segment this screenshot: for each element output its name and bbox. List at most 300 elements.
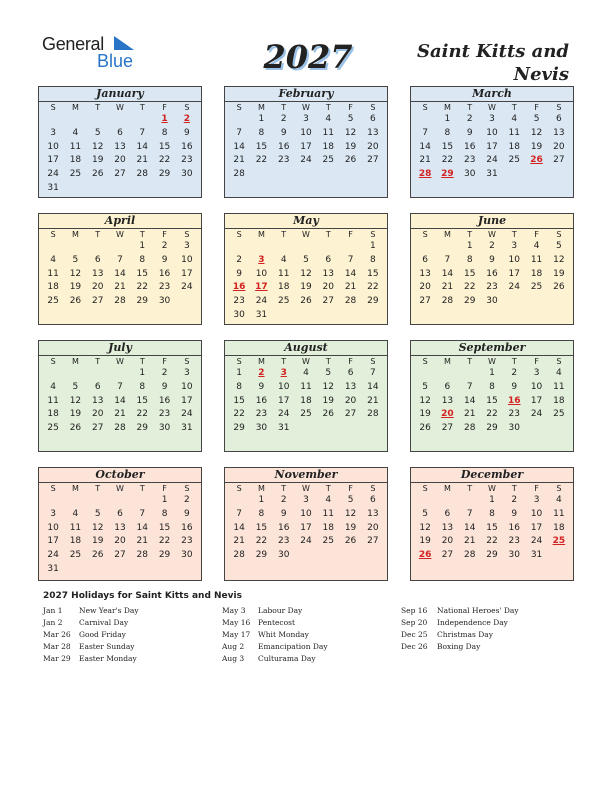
- day-cell: 3: [50, 127, 56, 138]
- day-cell: 20: [114, 155, 126, 166]
- day-cell: 25: [508, 155, 520, 166]
- day-cell: 3: [183, 368, 190, 378]
- day-cell: 6: [117, 127, 123, 138]
- weekday-header: T: [511, 484, 517, 493]
- day-cell: 22: [463, 282, 476, 293]
- day-cell: 9: [511, 381, 518, 392]
- holiday-row: [43, 653, 139, 665]
- weekday-header: S: [556, 484, 562, 493]
- day-cell: 14: [441, 268, 454, 279]
- weekday-header: F: [348, 103, 353, 112]
- day-cell: 24: [181, 409, 193, 420]
- day-cell: 13: [367, 127, 379, 138]
- weekday-header: M: [71, 484, 79, 493]
- weekday-header: F: [534, 230, 539, 239]
- day-cell: 12: [69, 268, 82, 279]
- day-cell: 4: [72, 127, 79, 138]
- day-cell: 12: [553, 254, 565, 265]
- day-cell: 13: [344, 381, 357, 392]
- day-cell: 29: [463, 296, 476, 307]
- day-cell: 8: [444, 127, 451, 138]
- day-cell: 13: [322, 268, 334, 279]
- weekday-header: S: [236, 103, 242, 112]
- holiday-day-cell: 25: [552, 536, 566, 547]
- weekday-header: F: [534, 357, 539, 366]
- weekday-header: S: [556, 103, 562, 112]
- day-cell: 6: [347, 368, 354, 378]
- day-cell: 21: [233, 536, 245, 547]
- day-cell: 5: [533, 114, 540, 124]
- day-cell: 1: [369, 241, 376, 251]
- day-cell: 10: [47, 522, 59, 533]
- month-february: [224, 86, 388, 198]
- day-cell: 18: [47, 282, 59, 293]
- day-cell: 19: [553, 268, 565, 279]
- day-cell: 15: [158, 522, 171, 533]
- day-cell: 28: [463, 423, 476, 434]
- day-cell: 7: [422, 127, 428, 138]
- day-cell: 22: [136, 282, 148, 293]
- day-cell: 18: [300, 395, 312, 406]
- holiday-day-cell: 17: [255, 282, 268, 293]
- holiday-date: Sep 20: [401, 618, 428, 627]
- day-cell: 13: [441, 522, 454, 533]
- weekday-header: M: [443, 230, 451, 239]
- weekday-header: M: [71, 103, 79, 112]
- day-cell: 14: [136, 522, 148, 533]
- holiday-day-cell: 26: [530, 155, 543, 166]
- weekday-header: F: [162, 484, 167, 493]
- day-cell: 1: [139, 241, 146, 251]
- day-cell: 17: [277, 395, 290, 406]
- day-cell: 9: [161, 381, 168, 392]
- day-cell: 18: [69, 155, 82, 166]
- weekday-header: W: [488, 230, 496, 239]
- weekday-header: S: [184, 103, 190, 112]
- day-cell: 1: [444, 114, 451, 124]
- day-cell: 26: [69, 296, 82, 307]
- holiday-name: Good Friday: [79, 630, 126, 639]
- day-cell: 25: [300, 409, 312, 420]
- day-cell: 30: [277, 550, 290, 561]
- day-cell: 18: [322, 141, 334, 152]
- month-title: May: [225, 214, 387, 229]
- weekday-header: M: [71, 357, 79, 366]
- empty-cell: [414, 494, 436, 508]
- day-cell: 16: [181, 522, 193, 533]
- day-cell: 17: [300, 522, 312, 533]
- day-cell: 25: [553, 409, 565, 420]
- day-cell: 14: [463, 395, 476, 406]
- empty-cell: [459, 367, 481, 381]
- day-cell: 26: [419, 423, 431, 434]
- day-cell: 30: [255, 423, 268, 434]
- day-cell: 27: [91, 296, 104, 307]
- header: [0, 0, 612, 85]
- day-cell: 16: [463, 141, 476, 152]
- day-cell: 2: [183, 495, 190, 505]
- day-cell: 23: [233, 296, 245, 307]
- day-cell: 26: [322, 409, 334, 420]
- weekday-header: T: [139, 230, 145, 239]
- day-cell: 17: [486, 141, 498, 152]
- day-cell: 28: [114, 296, 126, 307]
- day-cell: 7: [117, 381, 123, 392]
- weekday-header: F: [162, 230, 167, 239]
- day-cell: 27: [441, 550, 454, 561]
- day-cell: 20: [419, 282, 431, 293]
- day-cell: 14: [367, 381, 379, 392]
- day-cell: 2: [280, 495, 287, 505]
- holiday-date: Mar 26: [43, 630, 71, 639]
- holiday-date: Aug 2: [222, 642, 245, 651]
- day-cell: 5: [72, 381, 79, 392]
- day-cell: 10: [300, 508, 312, 519]
- weekday-header: W: [488, 484, 496, 493]
- weekday-header: M: [443, 484, 451, 493]
- day-cell: 25: [69, 550, 82, 561]
- holiday-day-cell: 3: [258, 254, 265, 265]
- day-cell: 16: [277, 522, 290, 533]
- holiday-day-cell: 3: [280, 368, 287, 378]
- day-cell: 7: [444, 254, 451, 265]
- day-cell: 3: [533, 368, 540, 378]
- day-cell: 28: [136, 169, 148, 180]
- weekday-header: M: [443, 103, 451, 112]
- day-cell: 26: [69, 423, 82, 434]
- logo: [42, 34, 142, 74]
- weekday-header: M: [71, 230, 79, 239]
- day-cell: 11: [300, 381, 312, 392]
- day-cell: 12: [530, 127, 543, 138]
- day-cell: 4: [511, 114, 518, 124]
- day-cell: 23: [463, 155, 476, 166]
- day-cell: 21: [367, 395, 379, 406]
- day-cell: 2: [161, 241, 168, 251]
- day-cell: 25: [47, 423, 59, 434]
- day-cell: 15: [486, 395, 498, 406]
- holiday-date: May 17: [222, 630, 251, 639]
- day-cell: 11: [277, 268, 290, 279]
- holiday-date: Sep 16: [401, 606, 428, 615]
- day-cell: 28: [463, 550, 476, 561]
- day-cell: 6: [422, 254, 428, 265]
- day-cell: 25: [69, 169, 82, 180]
- day-cell: 1: [161, 495, 168, 505]
- day-cell: 22: [255, 155, 268, 166]
- holiday-name: National Heroes' Day: [437, 606, 519, 615]
- holiday-name: Culturama Day: [258, 654, 316, 663]
- holiday-name: Easter Sunday: [79, 642, 135, 651]
- day-cell: 5: [422, 381, 428, 392]
- day-cell: 21: [441, 282, 454, 293]
- day-cell: 3: [533, 495, 540, 505]
- day-cell: 15: [486, 522, 498, 533]
- day-cell: 25: [322, 155, 334, 166]
- day-cell: 2: [511, 495, 518, 505]
- day-cell: 21: [344, 282, 357, 293]
- holiday-row: [43, 629, 139, 641]
- month-november: [224, 467, 388, 581]
- weekday-header: T: [95, 103, 101, 112]
- weekday-header: S: [370, 230, 376, 239]
- day-cell: 16: [277, 141, 290, 152]
- day-cell: 29: [486, 550, 498, 561]
- holiday-name: New Year's Day: [79, 606, 139, 615]
- day-cell: 4: [280, 254, 287, 265]
- empty-cell: [228, 240, 250, 254]
- day-cell: 9: [183, 127, 190, 138]
- day-cell: 19: [530, 141, 543, 152]
- day-cell: 22: [136, 409, 148, 420]
- weekday-header: T: [467, 357, 473, 366]
- holiday-name: Boxing Day: [437, 642, 481, 651]
- day-cell: 13: [91, 268, 104, 279]
- day-cell: 1: [258, 114, 265, 124]
- holiday-day-cell: 16: [508, 395, 521, 406]
- holiday-name: Labour Day: [258, 606, 303, 615]
- month-title: April: [39, 214, 201, 229]
- weekday-header: T: [511, 103, 517, 112]
- holiday-row: [401, 605, 519, 617]
- weekday-header: S: [236, 357, 242, 366]
- day-cell: 24: [508, 282, 520, 293]
- holiday-name: Christmas Day: [437, 630, 493, 639]
- day-cell: 25: [277, 296, 290, 307]
- day-cell: 31: [486, 169, 498, 180]
- day-cell: 30: [181, 169, 193, 180]
- day-cell: 8: [139, 254, 146, 265]
- weekday-header: T: [281, 230, 287, 239]
- day-cell: 15: [441, 141, 454, 152]
- weekday-header: M: [443, 357, 451, 366]
- holiday-row: [222, 605, 328, 617]
- month-july: [38, 340, 202, 452]
- day-cell: 8: [161, 508, 168, 519]
- holiday-date: Jan 1: [43, 606, 63, 615]
- day-cell: 20: [367, 141, 379, 152]
- day-cell: 5: [303, 254, 309, 265]
- day-cell: 11: [508, 127, 520, 138]
- day-cell: 23: [508, 409, 520, 420]
- holiday-day-cell: 26: [418, 550, 432, 561]
- empty-cell: [109, 240, 131, 254]
- weekday-header: T: [95, 230, 101, 239]
- day-cell: 26: [300, 296, 312, 307]
- day-cell: 31: [47, 563, 59, 574]
- day-cell: 4: [50, 254, 56, 265]
- day-cell: 4: [325, 114, 332, 124]
- day-cell: 13: [553, 127, 565, 138]
- weekday-header: F: [534, 103, 539, 112]
- day-cell: 16: [181, 141, 193, 152]
- day-cell: 12: [344, 127, 357, 138]
- day-cell: 3: [489, 114, 495, 124]
- weekday-header: S: [422, 103, 428, 112]
- day-cell: 27: [553, 155, 565, 166]
- day-cell: 5: [72, 254, 79, 265]
- day-cell: 15: [158, 141, 171, 152]
- day-cell: 11: [322, 508, 334, 519]
- empty-cell: [414, 113, 436, 127]
- logo-blue-text: Blue: [97, 51, 134, 71]
- day-cell: 25: [530, 282, 543, 293]
- holiday-date: Mar 29: [43, 654, 71, 663]
- day-cell: 11: [47, 395, 59, 406]
- day-cell: 9: [236, 268, 242, 279]
- day-cell: 30: [486, 296, 498, 307]
- day-cell: 20: [114, 536, 126, 547]
- day-cell: 1: [258, 495, 265, 505]
- day-cell: 17: [47, 536, 59, 547]
- day-cell: 10: [508, 254, 520, 265]
- empty-cell: [87, 240, 109, 254]
- day-cell: 9: [489, 254, 495, 265]
- day-cell: 10: [277, 381, 290, 392]
- day-cell: 9: [258, 381, 265, 392]
- month-may: [224, 213, 388, 325]
- day-cell: 9: [511, 508, 518, 519]
- weekday-header: F: [162, 357, 167, 366]
- day-cell: 4: [555, 368, 562, 378]
- month-title: July: [39, 341, 201, 356]
- empty-cell: [64, 367, 86, 381]
- day-cell: 15: [255, 141, 268, 152]
- day-cell: 7: [139, 508, 146, 519]
- day-cell: 8: [236, 381, 242, 392]
- day-cell: 10: [181, 381, 193, 392]
- day-cell: 23: [158, 282, 171, 293]
- day-cell: 8: [369, 254, 376, 265]
- day-cell: 12: [300, 268, 312, 279]
- weekday-header: F: [348, 230, 353, 239]
- empty-cell: [109, 367, 131, 381]
- day-cell: 19: [419, 409, 431, 420]
- holiday-row: [401, 641, 519, 653]
- logo-triangle-icon: [112, 36, 136, 52]
- holiday-name: Emancipation Day: [258, 642, 328, 651]
- day-cell: 23: [181, 155, 193, 166]
- day-cell: 28: [441, 296, 454, 307]
- weekday-header: T: [467, 103, 473, 112]
- weekday-header: T: [325, 103, 331, 112]
- day-cell: 2: [236, 254, 242, 265]
- day-cell: 26: [91, 550, 104, 561]
- day-cell: 6: [94, 381, 101, 392]
- weekday-header: W: [116, 484, 124, 493]
- month-title: August: [225, 341, 387, 356]
- month-title: October: [39, 468, 201, 483]
- day-cell: 13: [367, 508, 379, 519]
- holiday-day-cell: 2: [258, 368, 265, 378]
- day-cell: 11: [47, 268, 59, 279]
- day-cell: 3: [303, 495, 309, 505]
- holiday-column: [43, 605, 139, 665]
- day-cell: 6: [444, 508, 451, 519]
- weekday-header: M: [257, 230, 265, 239]
- day-cell: 30: [158, 296, 171, 307]
- day-cell: 18: [277, 282, 290, 293]
- day-cell: 15: [463, 268, 476, 279]
- day-cell: 12: [322, 381, 334, 392]
- month-title: November: [225, 468, 387, 483]
- weekday-header: W: [488, 103, 496, 112]
- weekday-header: S: [184, 357, 190, 366]
- weekday-header: F: [348, 484, 353, 493]
- day-cell: 7: [236, 127, 242, 138]
- day-cell: 12: [419, 395, 431, 406]
- day-cell: 21: [114, 282, 126, 293]
- day-cell: 27: [114, 169, 126, 180]
- day-cell: 6: [369, 495, 376, 505]
- month-december: [410, 467, 574, 581]
- logo-general-text: General: [42, 34, 104, 54]
- day-cell: 24: [486, 155, 498, 166]
- weekday-header: M: [257, 484, 265, 493]
- holiday-column: [401, 605, 519, 653]
- year-title: 2027: [263, 38, 353, 76]
- day-cell: 28: [114, 423, 126, 434]
- weekday-header: T: [95, 357, 101, 366]
- day-cell: 22: [486, 409, 498, 420]
- holiday-row: [43, 605, 139, 617]
- empty-cell: [414, 367, 436, 381]
- day-cell: 21: [136, 536, 148, 547]
- day-cell: 12: [91, 141, 104, 152]
- day-cell: 6: [94, 254, 101, 265]
- day-cell: 7: [347, 254, 354, 265]
- month-june: [410, 213, 574, 325]
- month-title: March: [411, 87, 573, 102]
- month-october: [38, 467, 202, 581]
- day-cell: 18: [69, 536, 82, 547]
- holiday-day-cell: 29: [441, 169, 454, 180]
- day-cell: 19: [91, 155, 104, 166]
- holiday-name: Whit Monday: [258, 630, 309, 639]
- weekday-header: T: [511, 357, 517, 366]
- day-cell: 19: [322, 395, 334, 406]
- weekday-header: S: [50, 357, 56, 366]
- day-cell: 19: [91, 536, 104, 547]
- weekday-header: W: [116, 230, 124, 239]
- month-title: June: [411, 214, 573, 229]
- weekday-header: S: [556, 230, 562, 239]
- day-cell: 22: [441, 155, 454, 166]
- holiday-day-cell: 16: [232, 282, 246, 293]
- day-cell: 1: [139, 368, 146, 378]
- empty-cell: [273, 240, 295, 254]
- day-cell: 10: [530, 508, 543, 519]
- day-cell: 14: [233, 522, 245, 533]
- weekday-header: T: [139, 357, 145, 366]
- day-cell: 8: [161, 127, 168, 138]
- day-cell: 10: [300, 127, 312, 138]
- day-cell: 19: [69, 282, 82, 293]
- day-cell: 18: [322, 522, 334, 533]
- day-cell: 2: [489, 241, 495, 251]
- day-cell: 31: [530, 550, 543, 561]
- day-cell: 1: [489, 495, 495, 505]
- empty-cell: [42, 367, 64, 381]
- day-cell: 4: [50, 381, 56, 392]
- day-cell: 21: [463, 409, 476, 420]
- day-cell: 19: [344, 522, 357, 533]
- day-cell: 23: [277, 155, 290, 166]
- day-cell: 8: [466, 254, 473, 265]
- holiday-day-cell: 28: [418, 169, 432, 180]
- weekday-header: S: [422, 484, 428, 493]
- month-january: [38, 86, 202, 198]
